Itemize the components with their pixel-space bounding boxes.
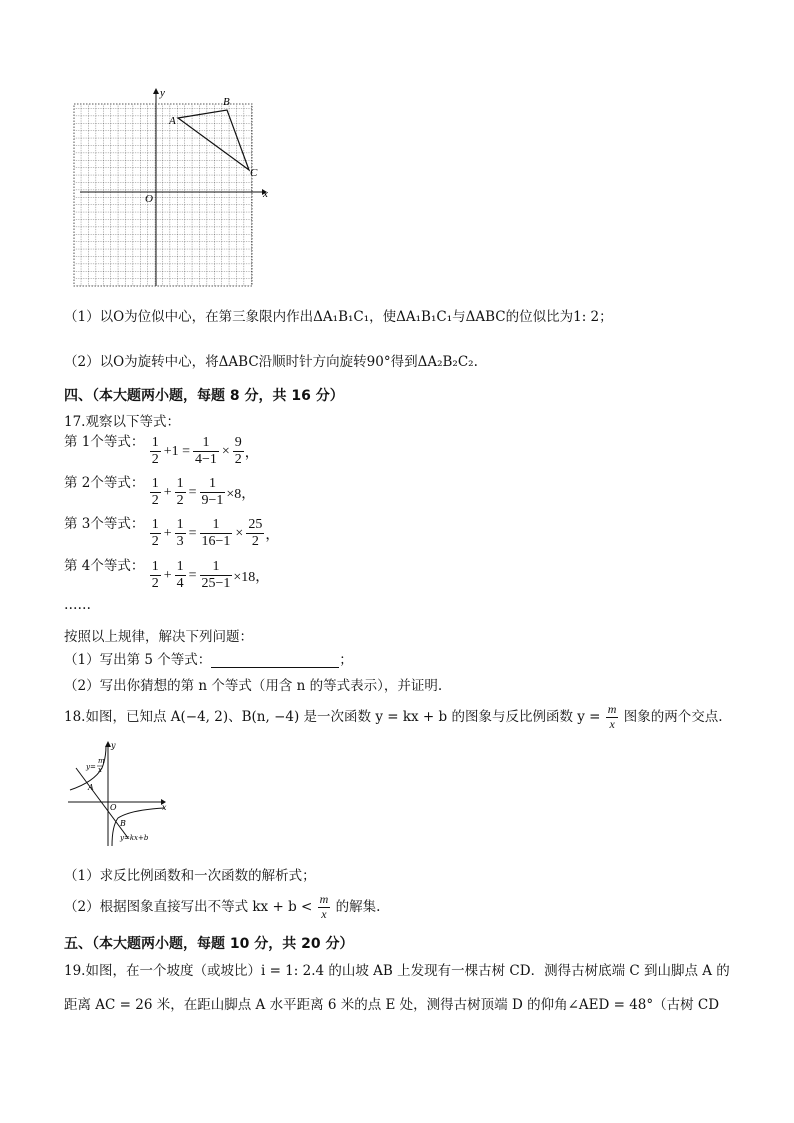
q17-eq2: 第 2个等式： $\frac{1}{2}$ + $\frac{1}{2}$ = $\frac{1}{9-1}$ ×8， bbox=[64, 475, 256, 509]
point-b-label: B bbox=[223, 96, 230, 108]
q16-part2: （2）以O为旋转中心，将ΔABC沿顺时针方向旋转90°得到ΔA₂B₂C₂. bbox=[64, 354, 478, 370]
grid-figure bbox=[66, 86, 278, 290]
fig2-y-label: y bbox=[111, 741, 116, 750]
q18-stem-a: 18.如图，已知点 A(−4, 2)、B(n, −4) 是一次函数 y = kx + b 的图象与反比例函数 y = bbox=[64, 708, 601, 725]
eq4-prefix: 第 4个等式： bbox=[64, 558, 145, 574]
axis-y-label: y bbox=[160, 87, 165, 99]
q18-stem-b: 图象的两个交点. bbox=[623, 708, 723, 725]
q17-part1-text: （1）写出第 5 个等式： bbox=[64, 652, 212, 668]
q18-stem: 18.如图，已知点 A(−4, 2)、B(n, −4) 是一次函数 y = kx + b 的图象与反比例函数 y = $\frac{m}{x}$ 图象的两个交点. bbox=[64, 702, 723, 731]
q17-intro: 17.观察以下等式： bbox=[64, 414, 180, 430]
fig2-point-b: B bbox=[120, 819, 126, 828]
q18-part2: （2）根据图象直接写出不等式 kx + b < $\frac{m}{x}$ 的解集. bbox=[64, 892, 381, 921]
axis-x-label: x bbox=[263, 188, 268, 200]
fig2-curve-m: m bbox=[98, 757, 105, 765]
q17-rule: 按照以上规律，解决下列问题： bbox=[64, 629, 253, 645]
q17-eq1: 第 1个等式： $\frac{1}{2}$ +1 = $\frac{1}{4-1}$ × $\frac{9}{2}$ ， bbox=[64, 434, 259, 468]
q16-part1: （1）以O为位似中心，在第三象限内作出ΔA₁B₁C₁，使ΔA₁B₁C₁与ΔABC的位似比为1: 2； bbox=[64, 309, 613, 325]
fig2-origin: O bbox=[110, 803, 117, 812]
eq3-prefix: 第 3个等式： bbox=[64, 516, 145, 532]
fig2-point-a: A bbox=[88, 783, 94, 792]
section5-heading: 五、（本大题两小题，每题 10 分，共 20 分） bbox=[64, 936, 354, 952]
fig2-line-label: y=kx+b bbox=[120, 834, 149, 842]
q17-eq3: 第 3个等式： $\frac{1}{2}$ + $\frac{1}{3}$ = $\frac{1}{16-1}$ × $\frac{25}{2}$ ， bbox=[64, 516, 280, 550]
fig2-x-label: x bbox=[162, 803, 167, 812]
answer-blank bbox=[211, 653, 339, 668]
eq2-prefix: 第 2个等式： bbox=[64, 475, 145, 491]
q17-part1-end: ； bbox=[339, 652, 353, 668]
q17-part2: （2）写出你猜想的第 n 个等式（用含 n 的等式表示），并证明. bbox=[64, 678, 443, 694]
q18-part2-b: 的解集. bbox=[335, 898, 381, 915]
y-axis-arrow bbox=[153, 88, 159, 94]
fig2-curve-x: x bbox=[98, 766, 102, 774]
grid-paper bbox=[74, 104, 252, 286]
point-c-label: C bbox=[250, 167, 258, 179]
q19-line2: 距离 AC = 26 米，在距山脚点 A 水平距离 6 米的点 E 处，测得古树顶端 D 的仰角∠AED = 48°（古树 CD bbox=[64, 997, 720, 1013]
q18-part2-a: （2）根据图象直接写出不等式 kx + b < bbox=[64, 898, 313, 915]
eq1-prefix: 第 1个等式： bbox=[64, 434, 145, 450]
q19-line1: 19.如图，在一个坡度（或坡比）i = 1: 2.4 的山坡 AB 上发现有一棵古树 CD．测得古树底端 C 到山脚点 A 的 bbox=[64, 963, 730, 979]
origin-label: O bbox=[145, 193, 153, 205]
q17-part1 bbox=[64, 648, 353, 668]
q17-ellipsis: …… bbox=[64, 597, 91, 613]
q18-part1: （1）求反比例函数和一次函数的解析式； bbox=[64, 868, 316, 884]
section4-heading: 四、（本大题两小题，每题 8 分，共 16 分） bbox=[64, 388, 344, 404]
point-a-label: A bbox=[169, 115, 176, 127]
fig2-curve-label: y= bbox=[86, 763, 96, 771]
q17-eq4: 第 4个等式： $\frac{1}{2}$ + $\frac{1}{4}$ = $\frac{1}{25-1}$ ×18， bbox=[64, 558, 270, 592]
function-figure bbox=[64, 738, 174, 850]
